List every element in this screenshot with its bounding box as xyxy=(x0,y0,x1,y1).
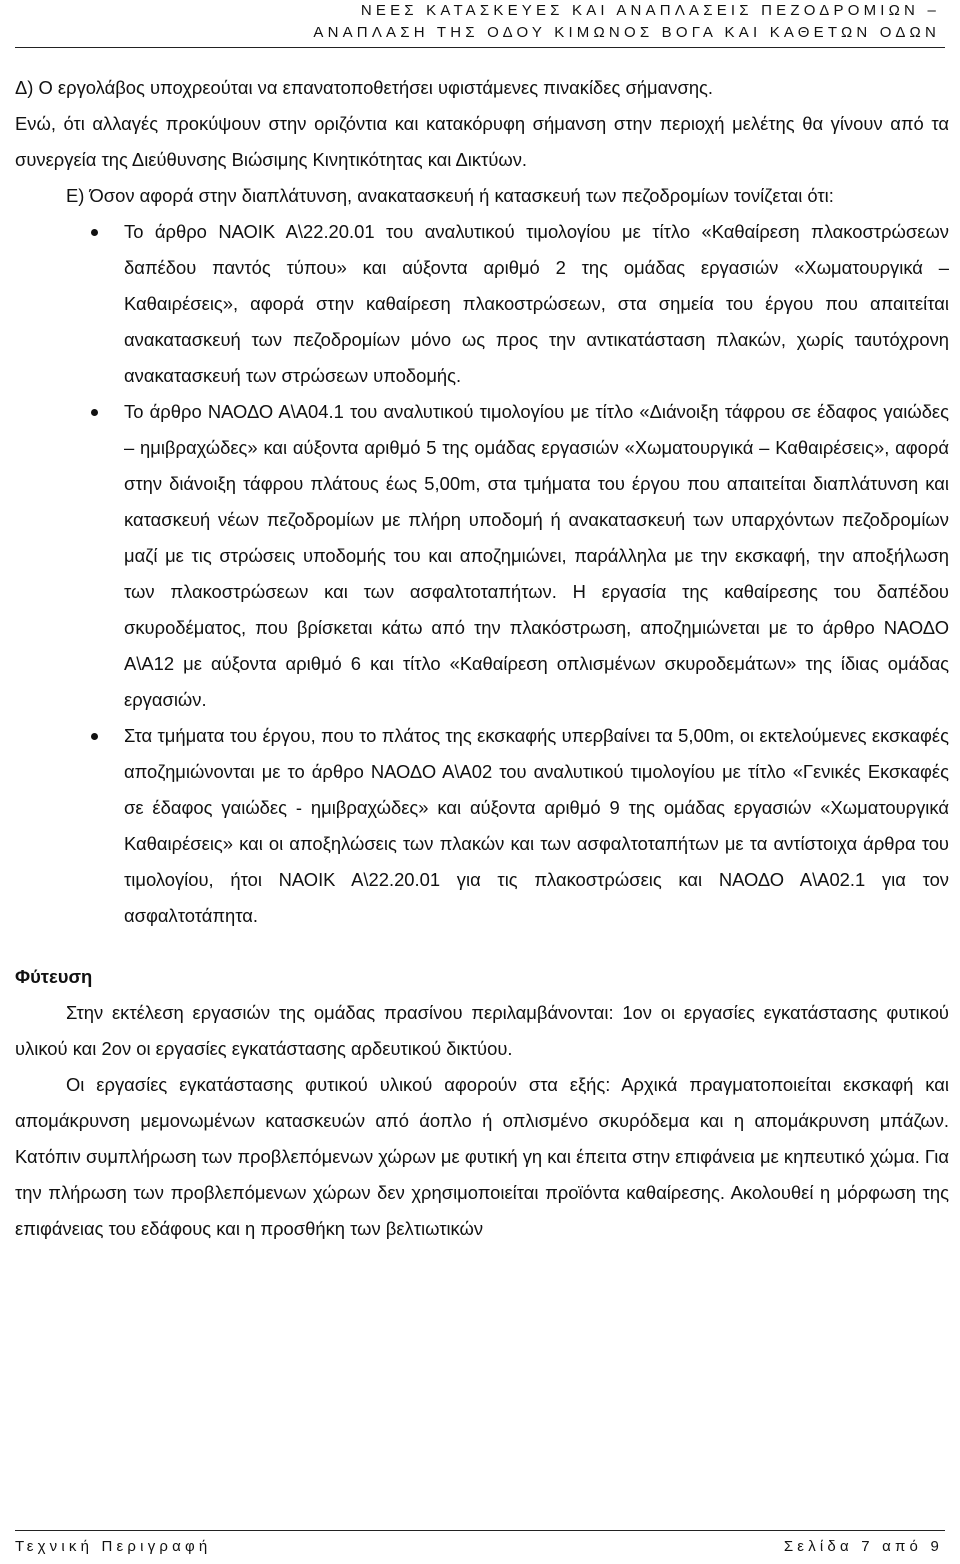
list-item-text: Στα τμήματα του έργου, που το πλάτος της εκσκαφής υπερβαίνει τα 5,00m, οι εκτελούμενες εκσκαφές αποζημιώνονται με το άρθρο ΝΑΟΔΟ Α\Α02 του αναλυτικού τιμολογίου με τίτλο «Γενικές Εκσκαφές σε έδαφος γαιώδες - ημιβραχώδες» και αύξοντα αριθμό 9 της ομάδας εργασιών «Χωματουργικά Καθαιρέσεις» και οι αποξηλώσεις των πλακών και των ασφαλτοταπήτων με τα αντίστοιχα άρθρα του τιμολογίου, ήτοι ΝΑΟΙΚ Α\22.20.01 για τις πλακοστρώσεις και ΝΑΟΔΟ Α\Α02.1 για τον ασφαλτοτάπητα. xyxy=(124,725,949,926)
footer-document-title: Τεχνική Περιγραφή xyxy=(15,1538,212,1555)
running-header xyxy=(313,0,940,44)
list-item xyxy=(15,214,949,394)
list-item-text: Το άρθρο ΝΑΟΔΟ Α\Α04.1 του αναλυτικού τιμολογίου με τίτλο «Διάνοιξη τάφρου σε έδαφος γαιώδες – ημιβραχώδες» και αύξοντα αριθμό 5 της ομάδας εργασιών «Χωματουργικά – Καθαιρέσεις», αφορά στην διάνοιξη τάφρου πλάτους έως 5,00m, στα τμήματα του έργου που απαιτείται διαπλάτυνση και κατασκευή νέων πεζοδρομίων με πλήρη υποδομή ή ανακατασκευή των υπαρχόντων πεζοδρομίων μαζί με τις στρώσεις υποδομής του και αποζημιώνει, παράλληλα με την εκσκαφή, την αποξήλωση των πλακοστρώσεων και των ασφαλτοταπήτων. Η εργασία της καθαίρεσης του δαπέδου σκυροδέματος, που βρίσκεται κάτω από την πλακόστρωση, αποζημιώνεται με το άρθρο ΝΑΟΔΟ Α\Α12 με αύξοντα αριθμό 6 και τίτλο «Καθαίρεση οπλισμένων σκυροδεμάτων» της ίδιας ομάδας εργασιών. xyxy=(124,401,949,710)
paragraph-fyteusi-2: Οι εργασίες εγκατάστασης φυτικού υλικού αφορούν στα εξής: Αρχικά πραγματοποιείται εκσκαφή και απομάκρυνση μεμονωμένων κατασκευών από άοπλο ή οπλισμένο σκυρόδεμα και η απομάκρυνση μπάζων. Κατόπιν συμπλήρωση των προβλεπόμενων χώρων με φυτική γη και έπειτα στην επιφάνεια με κηπευτικό χώμα. Για την πλήρωση των προβλεπόμενων χώρων δεν χρησιμοποιείται προϊόντα καθαίρεσης. Ακολουθεί η μόρφωση της επιφάνειας του εδάφους και η προσθήκη των βελτιωτικών xyxy=(15,1074,949,1239)
paragraph-delta-first-line: Δ) Ο εργολάβος υποχρεούται να επανατοποθετήσει υφιστάμενες πινακίδες σήμανσης. xyxy=(15,77,714,98)
list-item-text: Το άρθρο ΝΑΟΙΚ Α\22.20.01 του αναλυτικού τιμολογίου με τίτλο «Καθαίρεση πλακοστρώσεων δαπέδου παντός τύπου» και αύξοντα αριθμό 2 της ομάδας εργασιών «Χωματουργικά – Καθαιρέσεις», αφορά στην καθαίρεση πλακοστρώσεων, στα σημεία του έργου που απαιτείται ανακατασκευή των πεζοδρομίων μόνο ως προς την αντικατάσταση πλακών, χωρίς ταυτόχρονη ανακατασκευή των στρώσεων υποδομής. xyxy=(124,221,949,386)
header-title-line-2: ΑΝΑΠΛΑΣΗ ΤΗΣ ΟΔΟΥ ΚΙΜΩΝΟΣ ΒΟΓΑ ΚΑΙ ΚΑΘΕΤΩΝ ΟΔΩΝ xyxy=(313,24,940,41)
bullet-list xyxy=(15,214,949,934)
paragraph-epsilon: Ε) Όσον αφορά στην διαπλάτυνση, ανακατασκευή ή κατασκευή των πεζοδρομίων τονίζεται ότι: xyxy=(66,185,834,206)
page-number: Σελίδα 7 από 9 xyxy=(783,1538,943,1555)
section-heading-fyteusi: Φύτευση xyxy=(15,966,93,987)
header-divider xyxy=(15,47,945,48)
bullet-icon xyxy=(91,409,98,416)
paragraph-delta-continuation: Ενώ, ότι αλλαγές προκύψουν στην οριζόντια και κατακόρυφη σήμανση στην περιοχή μελέτης θα γίνουν από τα συνεργεία της Διεύθυνσης Βιώσιμης Κινητικότητας και Δικτύων. xyxy=(15,113,949,170)
list-item xyxy=(15,394,949,718)
document-body xyxy=(15,70,949,1247)
list-item xyxy=(15,718,949,934)
bullet-icon xyxy=(91,733,98,740)
paragraph-fyteusi-1: Στην εκτέλεση εργασιών της ομάδας πρασίνου περιλαμβάνονται: 1ον οι εργασίες εγκατάστασης φυτικού υλικού και 2ον οι εργασίες εγκατάστασης αρδευτικού δικτύου. xyxy=(15,1002,949,1059)
footer-divider xyxy=(15,1530,945,1531)
header-title-line-1: ΝΕΕΣ ΚΑΤΑΣΚΕΥΕΣ ΚΑΙ ΑΝΑΠΛΑΣΕΙΣ ΠΕΖΟΔΡΟΜΙΩΝ – xyxy=(360,2,940,19)
bullet-icon xyxy=(91,229,98,236)
